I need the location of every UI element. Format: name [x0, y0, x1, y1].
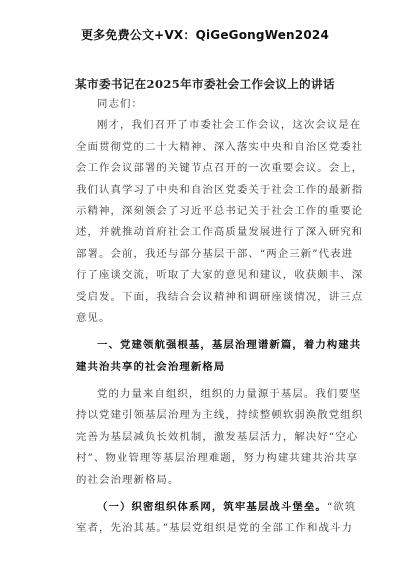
salutation: 同志们： [97, 98, 143, 110]
text-line: 持以党建引领基层治理为主线，持续整顿软弱涣散党组织 [76, 409, 364, 422]
text-line: 意见。 [76, 311, 111, 324]
text-line: 完善为基层减负长效机制，激发基层活力，解决好“空心 [76, 430, 359, 443]
subheading-line [76, 497, 357, 518]
subheading-lead: （一）织密组织体系网，筑牢基层战斗堡垒。 [97, 501, 327, 514]
heading-line: 建共治共享的社会治理新格局 [76, 360, 226, 373]
text-line: 室者，先治其基。”基层党组织是党的全部工作和战斗力 [76, 522, 353, 535]
text-line: 述，并就推动首府社会工作高质量发展进行了深入研究和 [76, 226, 364, 239]
text-line: 部署。会前，我还与部分基层干部、“两企三新”代表进 [76, 247, 354, 260]
document-body [76, 94, 364, 540]
heading-line: 一、党建领航强根基，基层治理谱新篇，着力构建共 [97, 339, 362, 352]
section-heading-1 [76, 335, 362, 378]
paragraph-subsection-1 [76, 497, 357, 540]
text-line: 我们认真学习了中央和自治区党委关于社会工作的最新指 [76, 183, 364, 196]
text-line: 示精神，深刻领会了习近平总书记关于社会工作的重要论 [76, 204, 364, 217]
text-line: 村”、物业管理等基层治理难题，努力构建共建共治共享 [76, 452, 359, 465]
paragraph-section-1 [76, 384, 364, 491]
text-line: 刚才，我们召开了市委社会工作会议，这次会议是在 [97, 119, 362, 132]
text-line: 全面贯彻党的二十大精神、深入落实中央和自治区党委社 [76, 140, 364, 153]
text-line: 会工作会议部署的关键节点召开的一次重要会议。会上， [76, 162, 364, 175]
subheading-tail: “欲筑 [326, 501, 357, 514]
text-line: 的社会治理新格局。 [76, 473, 180, 486]
document-title: 某市委书记在2025年市委社会工作会议上的讲话 [75, 77, 335, 91]
watermark-header: 更多免费公文+VX：QiGeGongWen2024 [80, 28, 329, 42]
text-line: 行了座谈交流，听取了大家的意见和建议，收获颇丰、深 [76, 269, 364, 282]
text-line: 党的力量来自组织，组织的力量源于基层。我们要坚 [97, 388, 362, 401]
text-line: 受启发。下面，我结合会议精神和调研座谈情况，讲三点 [76, 290, 364, 303]
paragraph-intro [76, 115, 364, 329]
